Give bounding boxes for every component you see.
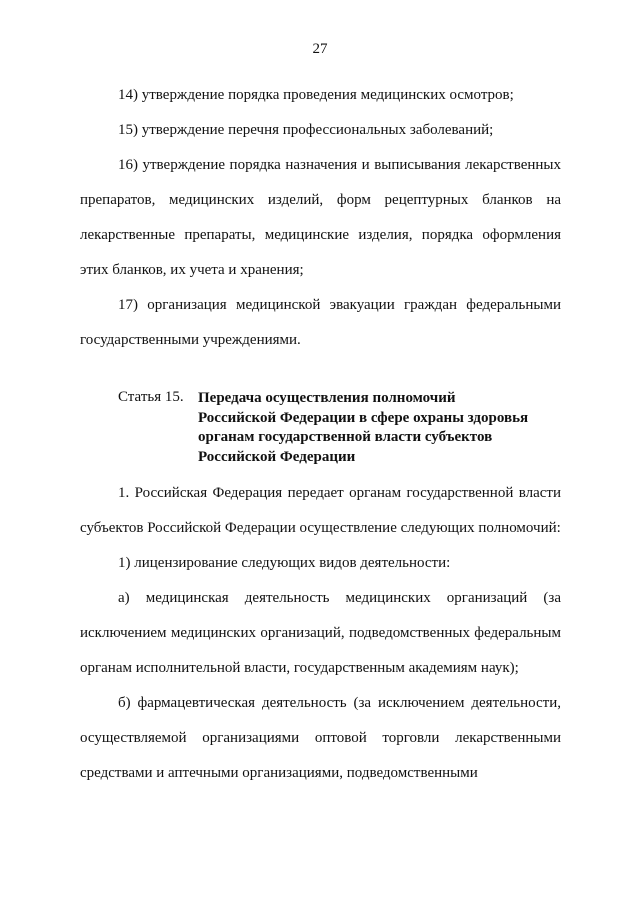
paragraph-item-16: 16) утверждение порядка назначения и выписывания лекарственных препаратов, медицинских изделий, форм рецептурных бланков на лекарственные препараты, медицинские изделия, порядка оформления этих бланков, их учета и хранения; (80, 157, 561, 278)
paragraph-item-14: 14) утверждение порядка проведения медицинских осмотров; (118, 87, 514, 103)
article-title-line: Передача осуществления полномочий (198, 390, 456, 406)
paragraph-item-17: 17) организация медицинской эвакуации граждан федеральными государственными учреждениями. (80, 297, 561, 348)
paragraph-subclause-a: а) медицинская деятельность медицинских организаций (за исключением медицинских организаций, подведомственных федеральным органам исполнительной власти, государственным академиям наук); (80, 590, 561, 676)
article-title-line: Российской Федерации (198, 448, 356, 465)
article-title-line: Российской Федерации в сфере охраны здоровья (198, 409, 529, 426)
article-title-line: органам государственной власти субъектов (198, 429, 493, 445)
body-text-bottom (80, 476, 561, 791)
page-number: 27 (312, 41, 328, 57)
paragraph-clause-1: 1. Российская Федерация передает органам государственной власти субъектов Российской Федерации осуществление следующих полномочий: (80, 485, 561, 536)
article-title (198, 389, 578, 467)
paragraph-subclause-1: 1) лицензирование следующих видов деятельности: (118, 555, 451, 571)
article-label: Статья 15. (118, 389, 184, 405)
paragraph-subclause-b: б) фармацевтическая деятельность (за исключением деятельности, осуществляемой организациями оптовой торговли лекарственными средствами и аптечными организациями, подведомственными (80, 695, 561, 781)
paragraph-item-15: 15) утверждение перечня профессиональных заболеваний; (118, 122, 494, 138)
body-text-top (80, 78, 561, 358)
